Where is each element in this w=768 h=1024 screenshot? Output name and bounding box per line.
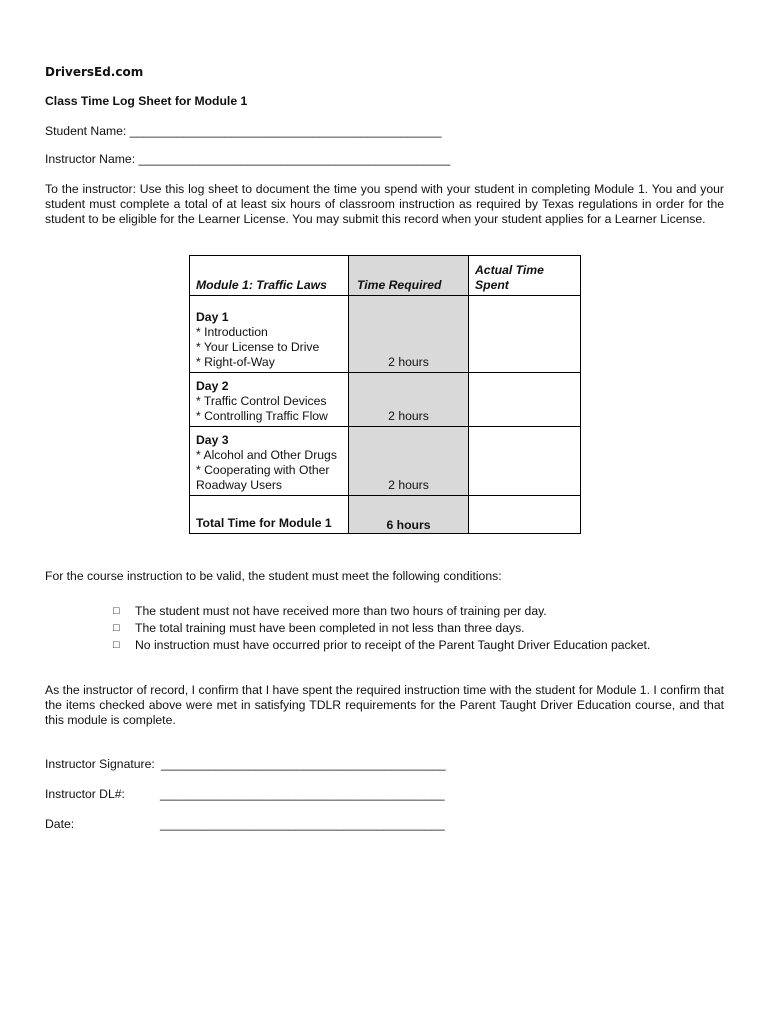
day-cell [190, 296, 349, 373]
actual-time-cell[interactable] [469, 427, 581, 496]
topic-item: * Controlling Traffic Flow [196, 409, 328, 423]
day-label: Day 3 [196, 433, 229, 447]
date-label: Date: [45, 817, 75, 831]
brand-name: DriversEd.com [45, 65, 144, 79]
page-title: Class Time Log Sheet for Module 1 [45, 94, 248, 108]
intro-paragraph: To the instructor: Use this log sheet to document the time you spend with your student in completing Module 1. You and your student must complete a total of at least six hours of classroom instruction as required by Texas regulations in order for the student to be eligible for the Learner License. You may submit this record when your student applies for a Learner License. [45, 182, 724, 226]
time-required-cell: 2 hours [349, 373, 469, 427]
header-actual-time: Actual Time Spent [469, 256, 581, 296]
actual-time-cell[interactable] [469, 296, 581, 373]
checkbox-icon[interactable]: □ [113, 605, 120, 617]
conditions-list [113, 603, 650, 654]
condition-text: The total training must have been completed in not less than three days. [135, 621, 525, 635]
conditions-intro: For the course instruction to be valid, the student must meet the following conditions: [45, 569, 502, 583]
checkbox-icon[interactable]: □ [113, 639, 120, 651]
header-module: Module 1: Traffic Laws [190, 256, 349, 296]
day-label: Day 2 [196, 379, 229, 393]
date-line[interactable]: __________________________________________ [160, 817, 445, 831]
table-total-row [190, 496, 581, 534]
time-required-cell: 2 hours [349, 296, 469, 373]
list-item [113, 620, 650, 637]
total-label: Total Time for Module 1 [190, 496, 349, 534]
table-row [190, 427, 581, 496]
checkbox-icon[interactable]: □ [113, 622, 120, 634]
student-name-field: Student Name: ______________________________________________ [45, 124, 442, 138]
total-actual-cell[interactable] [469, 496, 581, 534]
table-row [190, 296, 581, 373]
signature-line[interactable]: __________________________________________ [161, 757, 446, 771]
dl-label: Instructor DL#: [45, 787, 125, 801]
day-cell [190, 427, 349, 496]
topic-item: * Cooperating with Other Roadway Users [196, 463, 330, 492]
header-time-required: Time Required [349, 256, 469, 296]
confirmation-paragraph: As the instructor of record, I confirm that I have spent the required instruction time with the student for Module 1. I confirm that the items checked above were met in satisfying TDLR requirements for the Parent Taught Driver Education course, and that this module is complete. [45, 683, 724, 727]
log-table [189, 255, 581, 534]
condition-text: No instruction must have occurred prior to receipt of the Parent Taught Driver Education packet. [135, 638, 651, 652]
table-row [190, 373, 581, 427]
topic-item: * Traffic Control Devices [196, 394, 327, 408]
day-label: Day 1 [196, 310, 229, 324]
topic-item: * Your License to Drive [196, 340, 320, 354]
topic-item: * Right-of-Way [196, 355, 275, 369]
topic-item: * Introduction [196, 325, 268, 339]
time-required-cell: 2 hours [349, 427, 469, 496]
condition-text: The student must not have received more than two hours of training per day. [135, 604, 547, 618]
dl-line[interactable]: __________________________________________ [160, 787, 445, 801]
list-item [113, 637, 650, 654]
instructor-name-field: Instructor Name: ______________________________________________ [45, 152, 451, 166]
topic-item: * Alcohol and Other Drugs [196, 448, 337, 462]
actual-time-cell[interactable] [469, 373, 581, 427]
table-header-row [190, 256, 581, 296]
day-cell [190, 373, 349, 427]
list-item [113, 603, 650, 620]
total-time: 6 hours [349, 496, 469, 534]
signature-label: Instructor Signature: [45, 757, 155, 771]
